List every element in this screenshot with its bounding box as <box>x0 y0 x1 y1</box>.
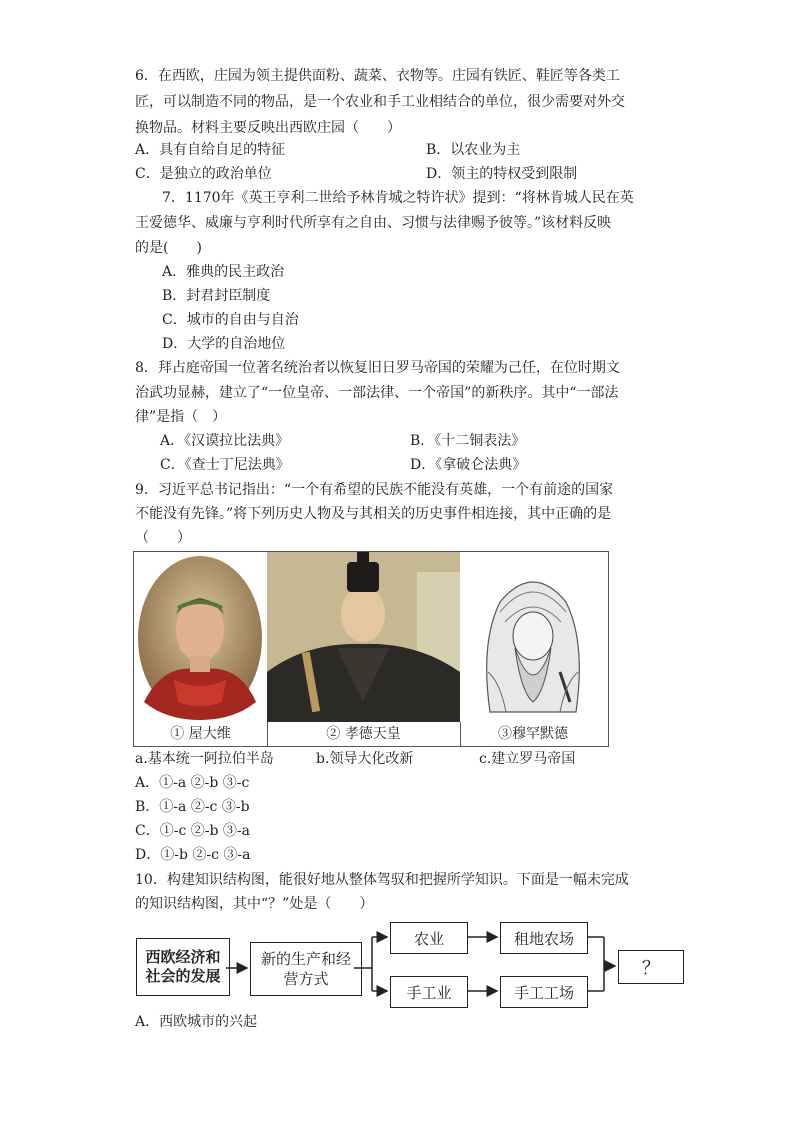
q6-line-3: 换物品。材料主要反映出西欧庄园（ ） <box>135 120 401 136</box>
q7-line-3: 的是( ) <box>135 240 202 256</box>
q6-line-1: 6．在西欧，庄园为领主提供面粉、蔬菜、衣物等。庄园有铁匠、鞋匠等各类工 <box>135 68 620 84</box>
q9-line-1: 9．习近平总书记指出：“一个有希望的民族不能没有英雄，一个有前途的国家 <box>135 482 614 498</box>
q8-line-3: 律”是指（ ） <box>135 409 227 425</box>
q8-option-b[interactable]: B．《十二铜表法》 <box>410 433 526 449</box>
diagram-root-box: 西欧经济和社会的发展 <box>136 938 230 996</box>
q6-option-d[interactable]: D．领主的特权受到限制 <box>426 166 578 182</box>
q6-option-a[interactable]: A．具有自给自足的特征 <box>135 142 286 158</box>
q9-event-a: a.基本统一阿拉伯半岛 <box>135 751 274 767</box>
q9-option-a[interactable]: A．①-a ②-b ③-c <box>135 775 250 791</box>
q9-option-c[interactable]: C．①-c ②-b ③-a <box>135 823 250 839</box>
q7-option-a[interactable]: A．雅典的民主政治 <box>162 264 285 280</box>
caption-muhammad: ③穆罕默德 <box>498 726 568 742</box>
q8-option-a[interactable]: A．《汉谟拉比法典》 <box>160 433 290 449</box>
q7-option-d[interactable]: D．大学的自治地位 <box>162 336 286 352</box>
q9-line-2: 不能没有先锋。”将下列历史人物及与其相关的历史事件相连接，其中正确的是 <box>135 506 612 522</box>
caption-kotoku: ② 孝德天皇 <box>326 726 401 742</box>
q7-option-b[interactable]: B．封君封臣制度 <box>162 288 271 304</box>
diagram-agriculture-box: 农业 <box>390 922 468 954</box>
q9-line-3: （ ） <box>135 530 191 546</box>
diagram-farm-box: 租地农场 <box>500 922 588 954</box>
q7-line-2: 王爱德华、威廉与亨利时代所享有之自由、习惯与法律赐予彼等。”该材料反映 <box>135 215 612 231</box>
q6-option-c[interactable]: C．是独立的政治单位 <box>135 166 272 182</box>
caption-octavian: ① 屋大维 <box>170 726 231 742</box>
q8-option-c[interactable]: C．《查士丁尼法典》 <box>160 457 290 473</box>
diagram-handicraft-box: 手工业 <box>390 976 468 1008</box>
q9-event-b: b.领导大化改新 <box>316 751 414 767</box>
q9-event-c: c.建立罗马帝国 <box>479 751 576 767</box>
q10-line-2: 的知识结构图，其中“？”处是（ ） <box>135 896 374 912</box>
diagram-unknown-box: ？ <box>618 950 684 984</box>
diagram-mid-box: 新的生产和经营方式 <box>250 942 362 996</box>
q7-option-c[interactable]: C．城市的自由与自治 <box>162 312 299 328</box>
q9-option-b[interactable]: B．①-a ②-c ③-b <box>135 799 250 815</box>
q8-line-2: 治武功显赫，建立了“一位皇帝、一部法律、一个帝国”的新秩序。其中“一部法 <box>135 385 619 401</box>
q8-line-1: 8．拜占庭帝国一位著名统治者以恢复旧日罗马帝国的荣耀为己任，在位时期文 <box>135 360 620 376</box>
q10-line-1: 10．构建知识结构图，能很好地从整体驾驭和把握所学知识。下面是一幅未完成 <box>135 872 629 888</box>
diagram-workshop-box: 手工工场 <box>500 976 588 1008</box>
q10-option-a[interactable]: A．西欧城市的兴起 <box>135 1014 258 1030</box>
q6-line-2: 匠，可以制造不同的物品，是一个农业和手工业相结合的单位，很少需要对外交 <box>135 94 625 110</box>
q8-option-d[interactable]: D．《拿破仑法典》 <box>410 457 527 473</box>
q7-line-1: 7．1170年《英王亨利二世给予林肯城之特许状》提到：“将林肯城人民在英 <box>162 190 634 206</box>
q9-option-d[interactable]: D．①-b ②-c ③-a <box>135 847 251 863</box>
q6-option-b[interactable]: B．以农业为主 <box>426 142 521 158</box>
